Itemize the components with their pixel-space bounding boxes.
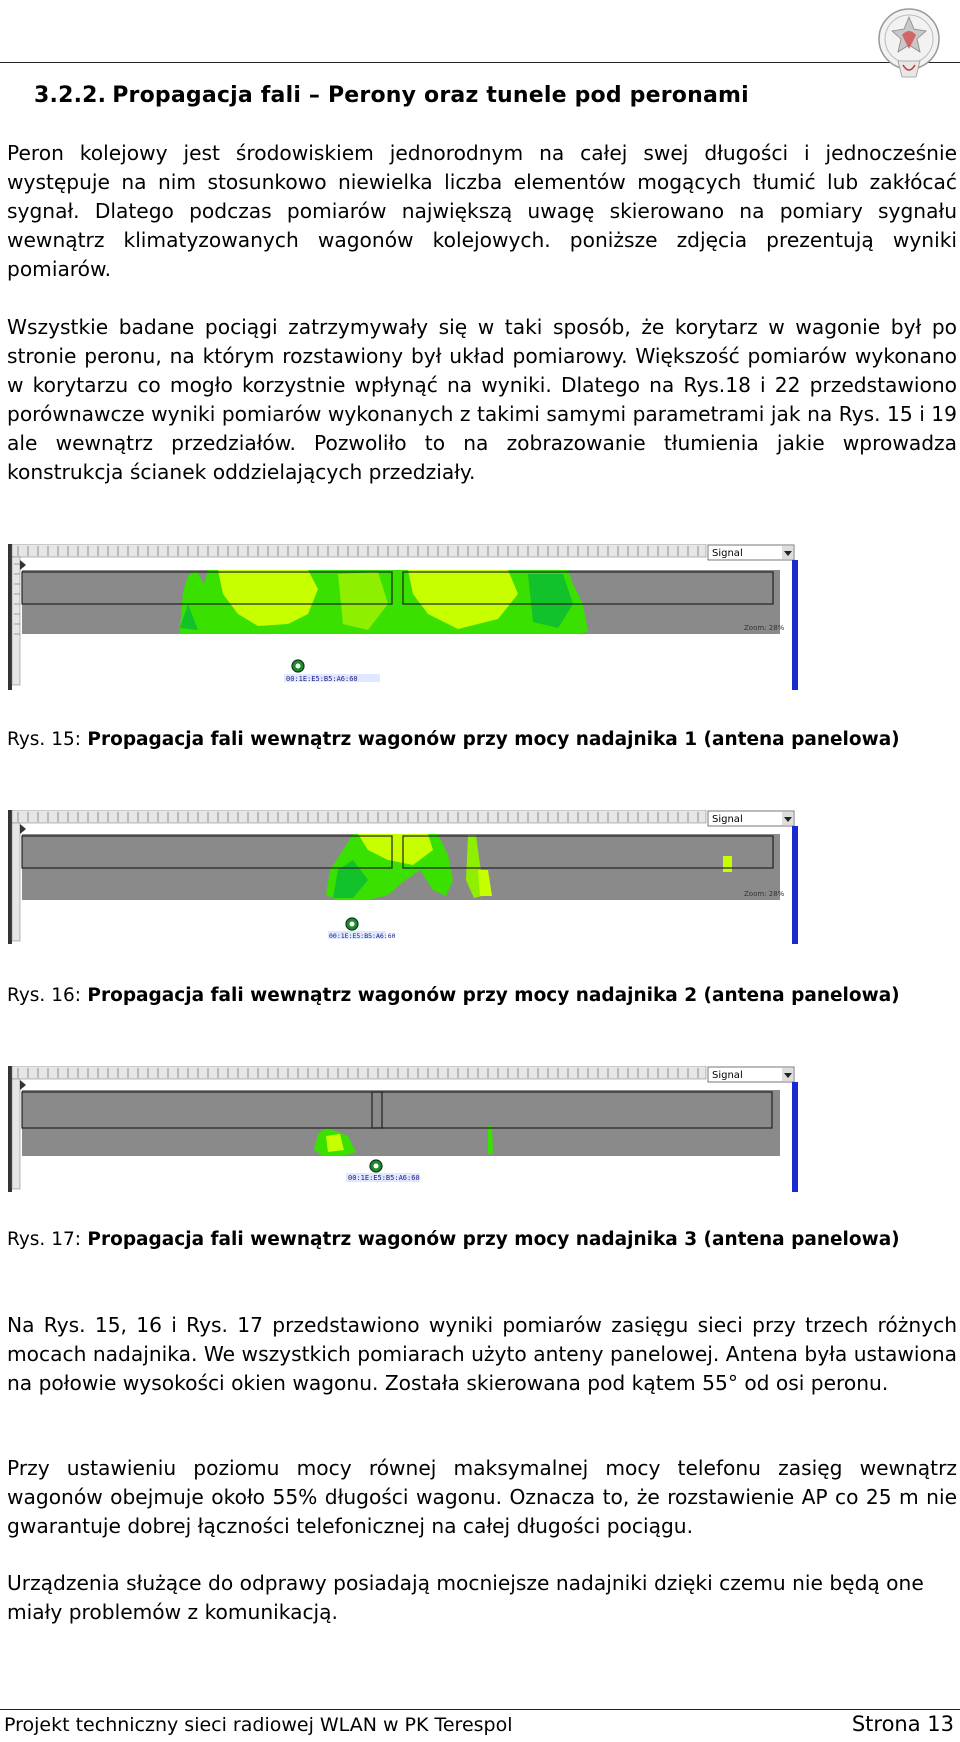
- footer-title: Projekt techniczny sieci radiowej WLAN w PK Terespol: [4, 1714, 513, 1736]
- scrollbar: [792, 560, 798, 690]
- dropdown-label: Signal: [712, 814, 743, 825]
- caption-text: Propagacja fali wewnątrz wagonów przy mocy nadajnika 1 (antena panelowa): [87, 729, 900, 750]
- paragraph-1: Peron kolejowy jest środowiskiem jednorodnym na całej swej długości i jednocześnie występuje na nim stosunkowo niewielka liczba elementów mogących tłumić lub zakłócać sygnał. Dlatego podczas pomiarów największą uwagę skierowano na pomiary sygnału wewnątrz klimatyzowanych wagonów kolejowych. poniższe zdjęcia prezentują wyniki pomiarów.: [7, 141, 957, 281]
- scrollbar: [792, 1082, 798, 1192]
- caption-label: Rys. 16:: [7, 985, 81, 1006]
- section-heading: [34, 83, 749, 108]
- section-number: 3.2.2.: [34, 83, 107, 108]
- paragraph-3: Na Rys. 15, 16 i Rys. 17 przedstawiono wyniki pomiarów zasięgu sieci przy trzech różnych mocach nadajnika. We wszystkich pomiarach użyto anteny panelowej. Antena była ustawiona na połowie wysokości okien wagonu. Została skierowana pod kątem 55° od osi peronu.: [7, 1313, 957, 1395]
- figure-15: [8, 544, 798, 690]
- section-title: Propagacja fali – Perony oraz tunele pod peronami: [112, 83, 749, 108]
- caption-text: Propagacja fali wewnątrz wagonów przy mocy nadajnika 2 (antena panelowa): [87, 985, 900, 1006]
- caption-figure-17: [7, 1229, 900, 1250]
- ap-label: 00:1E:E5:B5:A6:60: [286, 675, 358, 683]
- dropdown-label: Signal: [712, 1070, 743, 1081]
- university-emblem-icon: [876, 5, 942, 85]
- caption-label: Rys. 17:: [7, 1229, 81, 1250]
- paragraph-5: Urządzenia służące do odprawy posiadają mocniejsze nadajniki dzięki czemu nie będą one miały problemów z komunikacją.: [7, 1571, 924, 1624]
- heatmap-screenshot: [8, 810, 798, 944]
- footer-rule: [0, 1709, 960, 1710]
- heatmap-screenshot: [8, 1066, 798, 1192]
- paragraph-4: Przy ustawieniu poziomu mocy równej maksymalnej mocy telefonu zasięg wewnątrz wagonów obejmuje około 55% długości wagonu. Oznacza to, że rozstawienie AP co 25 m nie gwarantuje dobrej łączności telefonicznej na całej długości pociągu.: [7, 1456, 957, 1538]
- ap-label: 00:1E:E5:B5:A6:60: [348, 1174, 420, 1182]
- dropdown-label: Signal: [712, 548, 743, 559]
- zoom-label: Zoom: 28%: [744, 624, 785, 632]
- zoom-label: Zoom: 28%: [744, 890, 785, 898]
- header-rule: [0, 62, 960, 63]
- scrollbar: [792, 826, 798, 944]
- caption-figure-15: [7, 729, 900, 750]
- figure-16: [8, 810, 798, 944]
- page-number: Strona 13: [851, 1712, 954, 1736]
- paragraph-2: Wszystkie badane pociągi zatrzymywały się w taki sposób, że korytarz w wagonie był po stronie peronu, na którym rozstawiony był układ pomiarowy. Większość pomiarów wykonano w korytarzu co mogło korzystnie wpłynąć na wyniki. Dlatego na Rys.18 i 22 przedstawiono porównawcze wyniki pomiarów wykonanych z takimi samymi parametrami jak na Rys. 15 i 19 ale wewnątrz przedziałów. Pozwoliło to na zobrazowanie tłumienia jakie wprowadza konstrukcja ścianek oddzielających przedziały.: [7, 315, 957, 484]
- ap-label: 00:1E:E5:B5:A6:60: [329, 932, 396, 940]
- heatmap-screenshot: [8, 544, 798, 690]
- caption-figure-16: [7, 985, 900, 1006]
- caption-label: Rys. 15:: [7, 729, 81, 750]
- figure-17: [8, 1066, 798, 1192]
- caption-text: Propagacja fali wewnątrz wagonów przy mocy nadajnika 3 (antena panelowa): [87, 1229, 900, 1250]
